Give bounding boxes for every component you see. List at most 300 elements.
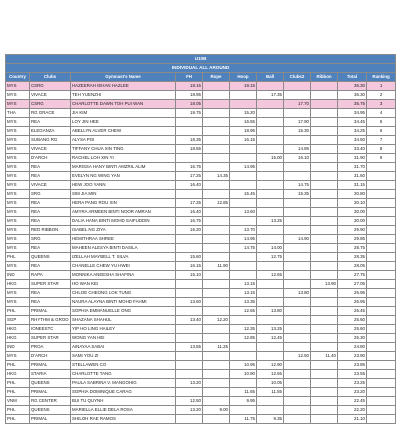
cell-fh [176, 118, 203, 127]
cell-total: 30.00 [338, 217, 367, 226]
cell-hoop [230, 253, 257, 262]
cell-gymnast-name: YIP HO LING HAILEY [71, 325, 176, 334]
cell-country: MYS [6, 100, 30, 109]
cell-club: SUPER STAR [30, 334, 71, 343]
cell-hoop: 11.65 [230, 388, 257, 397]
cell-country: HKG [6, 334, 30, 343]
col-country: Country [6, 73, 30, 82]
cell-ranking: 1 [367, 82, 396, 91]
cell-country: MYS [6, 136, 30, 145]
cell-rope [203, 280, 230, 289]
cell-hoop [230, 181, 257, 190]
cell-ball [257, 145, 284, 154]
cell-hoop: 15.45 [230, 190, 257, 199]
table-row [6, 181, 396, 190]
cell-ribbon [311, 370, 338, 379]
column-header-row [6, 73, 396, 82]
cell-gymnast-name: MARISSA HANY BINTI AMZRIL ALIM [71, 163, 176, 172]
cell-total: 23.90 [338, 352, 367, 361]
cell-gymnast-name: SHILOH RAE RAMOS [71, 415, 176, 424]
cell-rope [203, 361, 230, 370]
cell-club: PROA [30, 343, 71, 352]
cell-ribbon [311, 199, 338, 208]
cell-rope [203, 145, 230, 154]
cell-total: 29.85 [338, 235, 367, 244]
table-row [6, 334, 396, 343]
cell-club: RG CENTER [30, 397, 71, 406]
cell-ranking [367, 370, 396, 379]
cell-club: VIVACE [30, 145, 71, 154]
cell-fh: 13.40 [176, 316, 203, 325]
cell-ranking [367, 172, 396, 181]
table-row [6, 127, 396, 136]
cell-club: PRIMAL [30, 415, 71, 424]
cell-fh [176, 307, 203, 316]
cell-hoop [230, 343, 257, 352]
cell-ranking: 8 [367, 145, 396, 154]
cell-gymnast-name: DALIA HANA BINTI MOHD SAIFUDDIN [71, 217, 176, 226]
table-row [6, 280, 396, 289]
cell-country: PHL [6, 415, 30, 424]
cell-hoop: 9.95 [230, 397, 257, 406]
cell-club: SUBANG RG [30, 136, 71, 145]
cell-fh: 18.35 [176, 136, 203, 145]
cell-clubs2: 16.10 [284, 154, 311, 163]
cell-hoop [230, 316, 257, 325]
cell-clubs2 [284, 415, 311, 424]
col-ball: Ball [257, 73, 284, 82]
cell-ball [257, 262, 284, 271]
col-clubs: Clubs [30, 73, 71, 82]
cell-hoop: 14.95 [230, 163, 257, 172]
cell-club: IONEESTC [30, 325, 71, 334]
cell-clubs2 [284, 370, 311, 379]
cell-ribbon [311, 415, 338, 424]
cell-gymnast-name: ALYSA POI [71, 136, 176, 145]
cell-ranking: 9 [367, 154, 396, 163]
cell-gymnast-name: MONNIKA ANEESHA SHAFINA [71, 271, 176, 280]
cell-hoop: 13.60 [230, 208, 257, 217]
cell-rope [203, 244, 230, 253]
cell-total: 25.60 [338, 316, 367, 325]
cell-rope [203, 190, 230, 199]
cell-clubs2: 17.90 [284, 118, 311, 127]
cell-ball: 12.65 [257, 370, 284, 379]
cell-rope [203, 91, 230, 100]
cell-ball: 12.90 [257, 361, 284, 370]
cell-hoop: 13.15 [230, 289, 257, 298]
cell-ball [257, 235, 284, 244]
cell-gymnast-name: RACHEL LOH XIN YI [71, 154, 176, 163]
cell-country: MYS [6, 118, 30, 127]
cell-ribbon [311, 100, 338, 109]
cell-total: 27.75 [338, 271, 367, 280]
cell-club: SUPER STAR [30, 280, 71, 289]
cell-fh [176, 190, 203, 199]
cell-country: SGP [6, 316, 30, 325]
cell-club: QUEENS [30, 406, 71, 415]
cell-ribbon: 11.40 [311, 352, 338, 361]
cell-country: MYS [6, 289, 30, 298]
cell-clubs2 [284, 379, 311, 388]
cell-club: PRIMAL [30, 361, 71, 370]
cell-fh: 16.75 [176, 163, 203, 172]
cell-clubs2 [284, 262, 311, 271]
cell-total: 22.20 [338, 406, 367, 415]
cell-gymnast-name: CHARLOTTE DAWN TOH PUI WAN [71, 100, 176, 109]
cell-clubs2: 14.75 [284, 181, 311, 190]
cell-club: REA [30, 217, 71, 226]
cell-ribbon [311, 325, 338, 334]
cell-ranking [367, 199, 396, 208]
table-row [6, 370, 396, 379]
title-row-category [6, 55, 396, 64]
table-row [6, 91, 396, 100]
cell-fh [176, 388, 203, 397]
cell-ranking [367, 325, 396, 334]
cell-gymnast-name: HERA PANG ROU XIN [71, 199, 176, 208]
cell-ribbon [311, 208, 338, 217]
cell-country: MYS [6, 262, 30, 271]
cell-hoop [230, 91, 257, 100]
cell-hoop [230, 217, 257, 226]
cell-ranking [367, 307, 396, 316]
cell-fh: 19.75 [176, 109, 203, 118]
cell-country: HKG [6, 370, 30, 379]
cell-ribbon [311, 181, 338, 190]
table-row [6, 397, 396, 406]
cell-ball: 15.00 [257, 154, 284, 163]
cell-ranking [367, 334, 396, 343]
cell-fh [176, 235, 203, 244]
cell-ribbon [311, 298, 338, 307]
cell-ribbon [311, 289, 338, 298]
cell-hoop: 16.15 [230, 136, 257, 145]
cell-clubs2 [284, 307, 311, 316]
cell-ranking: 5 [367, 118, 396, 127]
cell-total: 29.90 [338, 226, 367, 235]
cell-ranking [367, 271, 396, 280]
cell-gymnast-name: HO WAN KEI [71, 280, 176, 289]
table-row [6, 172, 396, 181]
cell-club: RAPA [30, 271, 71, 280]
cell-rope: 14.35 [203, 172, 230, 181]
cell-total: 21.10 [338, 415, 367, 424]
cell-country: PHL [6, 388, 30, 397]
col-hoop: Hoop [230, 73, 257, 82]
cell-country: MYS [6, 163, 30, 172]
cell-gymnast-name: TIFFANY CHUA XIN TING [71, 145, 176, 154]
cell-country: MYS [6, 145, 30, 154]
cell-clubs2 [284, 82, 311, 91]
cell-ribbon [311, 307, 338, 316]
cell-total: 26.95 [338, 289, 367, 298]
cell-club: CSRG [30, 100, 71, 109]
cell-total: 34.25 [338, 127, 367, 136]
table-row [6, 343, 396, 352]
cell-fh [176, 415, 203, 424]
cell-fh [176, 280, 203, 289]
cell-hoop: 13.70 [230, 226, 257, 235]
cell-ranking [367, 316, 396, 325]
cell-ranking: 6 [367, 127, 396, 136]
cell-club: VIVACE [30, 91, 71, 100]
cell-ball [257, 298, 284, 307]
table-row [6, 100, 396, 109]
cell-hoop: 12.65 [230, 307, 257, 316]
cell-country: PHL [6, 406, 30, 415]
cell-total: 25.30 [338, 334, 367, 343]
table-row [6, 163, 396, 172]
cell-fh: 16.40 [176, 208, 203, 217]
cell-clubs2 [284, 136, 311, 145]
table-row [6, 271, 396, 280]
cell-ribbon: 13.90 [311, 280, 338, 289]
cell-fh: 12.50 [176, 397, 203, 406]
col-fh: FH [176, 73, 203, 82]
cell-rope [203, 334, 230, 343]
cell-club: REA [30, 244, 71, 253]
cell-gymnast-name: SHAZANA SHAHUL [71, 316, 176, 325]
cell-gymnast-name: WONG YAN HEI [71, 334, 176, 343]
cell-total: 31.70 [338, 163, 367, 172]
cell-rope: 12.20 [203, 316, 230, 325]
col-gymnast-name: Gymnast's Name [71, 73, 176, 82]
cell-clubs2 [284, 172, 311, 181]
cell-gymnast-name: HEMITHRAA SHREE [71, 235, 176, 244]
cell-country: MYS [6, 127, 30, 136]
cell-rope [203, 397, 230, 406]
cell-total: 26.45 [338, 307, 367, 316]
cell-ranking [367, 226, 396, 235]
cell-hoop: 12.35 [230, 325, 257, 334]
table-row [6, 217, 396, 226]
cell-rope [203, 100, 230, 109]
cell-rope [203, 181, 230, 190]
cell-ball [257, 109, 284, 118]
cell-club: PRIMAL [30, 307, 71, 316]
cell-clubs2: 15.35 [284, 190, 311, 199]
cell-fh: 13.20 [176, 379, 203, 388]
cell-total: 30.00 [338, 208, 367, 217]
cell-club: D'ARCH [30, 154, 71, 163]
cell-rope [203, 154, 230, 163]
cell-hoop: 18.15 [230, 82, 257, 91]
cell-hoop: 13.15 [230, 280, 257, 289]
table-row [6, 307, 396, 316]
cell-rope [203, 235, 230, 244]
cell-clubs2 [284, 343, 311, 352]
cell-ribbon [311, 190, 338, 199]
cell-fh: 16.15 [176, 262, 203, 271]
cell-country: MYS [6, 190, 30, 199]
cell-ribbon [311, 406, 338, 415]
cell-gymnast-name: AMYRA ARMEEN BINTI NOOR AMRAN [71, 208, 176, 217]
cell-ball: 13.25 [257, 325, 284, 334]
cell-ball: 12.45 [257, 334, 284, 343]
cell-ranking [367, 253, 396, 262]
cell-ribbon [311, 82, 338, 91]
table-row [6, 109, 396, 118]
cell-ranking [367, 379, 396, 388]
cell-rope [203, 370, 230, 379]
cell-club: SRG [30, 190, 71, 199]
cell-ball [257, 352, 284, 361]
cell-total: 30.80 [338, 190, 367, 199]
cell-rope [203, 415, 230, 424]
cell-hoop [230, 406, 257, 415]
cell-fh [176, 127, 203, 136]
cell-rope [203, 307, 230, 316]
cell-country: HKG [6, 280, 30, 289]
cell-clubs2: 15.30 [284, 127, 311, 136]
cell-gymnast-name: BUI TU QUYNH [71, 397, 176, 406]
cell-ribbon [311, 235, 338, 244]
cell-country: MYS [6, 91, 30, 100]
cell-fh: 18.55 [176, 145, 203, 154]
cell-total: 36.30 [338, 82, 367, 91]
cell-ranking: 7 [367, 136, 396, 145]
table-row [6, 352, 396, 361]
table-row [6, 226, 396, 235]
cell-rope: 11.25 [203, 343, 230, 352]
cell-gymnast-name: LOY JIN HEE [71, 118, 176, 127]
cell-ribbon [311, 154, 338, 163]
cell-hoop: 14.75 [230, 244, 257, 253]
cell-club: D'ARCH [30, 352, 71, 361]
cell-fh [176, 244, 203, 253]
cell-ranking [367, 235, 396, 244]
cell-total: 30.10 [338, 199, 367, 208]
cell-fh [176, 154, 203, 163]
cell-club: RHYTHM & GROO [30, 316, 71, 325]
cell-hoop: 10.90 [230, 370, 257, 379]
table-row [6, 199, 396, 208]
cell-ball [257, 280, 284, 289]
cell-hoop: 13.35 [230, 298, 257, 307]
cell-clubs2 [284, 298, 311, 307]
cell-ribbon [311, 271, 338, 280]
cell-clubs2 [284, 199, 311, 208]
table-row [6, 388, 396, 397]
cell-rope [203, 82, 230, 91]
cell-ball [257, 316, 284, 325]
cell-fh: 13.55 [176, 343, 203, 352]
cell-ribbon [311, 397, 338, 406]
cell-ball: 13.80 [257, 307, 284, 316]
cell-club: REA [30, 118, 71, 127]
cell-gymnast-name: SAMI YOU ZI [71, 352, 176, 361]
cell-clubs2 [284, 271, 311, 280]
cell-hoop [230, 172, 257, 181]
cell-ball [257, 397, 284, 406]
cell-rope [203, 163, 230, 172]
cell-country: MYS [6, 226, 30, 235]
cell-clubs2 [284, 208, 311, 217]
cell-ranking: 3 [367, 100, 396, 109]
cell-ball: 14.00 [257, 244, 284, 253]
cell-ranking [367, 343, 396, 352]
cell-ranking [367, 244, 396, 253]
cell-clubs2 [284, 388, 311, 397]
cell-hoop [230, 262, 257, 271]
table-row [6, 361, 396, 370]
cell-total: 36.30 [338, 91, 367, 100]
cell-total: 28.75 [338, 244, 367, 253]
cell-ball [257, 127, 284, 136]
cell-fh [176, 289, 203, 298]
cell-country: MYS [6, 199, 30, 208]
cell-country: MYS [6, 172, 30, 181]
cell-clubs2 [284, 163, 311, 172]
cell-country: PHL [6, 253, 30, 262]
cell-rope: 11.90 [203, 262, 230, 271]
cell-gymnast-name: AINAYAA SABAI [71, 343, 176, 352]
table-row [6, 235, 396, 244]
cell-rope [203, 127, 230, 136]
cell-gymnast-name: NAURA ALAYNA BINTI MOHD FAHMI [71, 298, 176, 307]
table-row [6, 406, 396, 415]
cell-ranking [367, 280, 396, 289]
cell-rope [203, 352, 230, 361]
cell-ball: 13.25 [257, 217, 284, 226]
event-title: INDIVIDUAL ALL AROUND [6, 64, 396, 73]
cell-rope: 12.85 [203, 199, 230, 208]
cell-ribbon [311, 379, 338, 388]
cell-ball [257, 343, 284, 352]
cell-ribbon [311, 109, 338, 118]
cell-gymnast-name: EVELYN NG WING YAN [71, 172, 176, 181]
cell-total: 23.25 [338, 379, 367, 388]
cell-clubs2 [284, 253, 311, 262]
table-row [6, 379, 396, 388]
col-ribbon: Ribbon [311, 73, 338, 82]
cell-rope: 9.00 [203, 406, 230, 415]
cell-rope [203, 253, 230, 262]
cell-rope [203, 325, 230, 334]
col-ranking: Ranking [367, 73, 396, 82]
cell-ranking [367, 406, 396, 415]
cell-hoop: 15.20 [230, 109, 257, 118]
cell-ranking [367, 397, 396, 406]
cell-rope [203, 136, 230, 145]
table-row [6, 190, 396, 199]
cell-ribbon [311, 361, 338, 370]
cell-ranking [367, 217, 396, 226]
cell-gymnast-name: SIM JIA MIN [71, 190, 176, 199]
cell-fh: 18.15 [176, 82, 203, 91]
cell-ribbon [311, 343, 338, 352]
cell-country: HKG [6, 325, 30, 334]
cell-fh: 15.10 [176, 271, 203, 280]
cell-fh: 15.60 [176, 253, 203, 262]
cell-clubs2 [284, 361, 311, 370]
table-row [6, 325, 396, 334]
cell-club: QUEENS [30, 253, 71, 262]
cell-club: QUEENS [30, 379, 71, 388]
cell-club: PRIMAL [30, 388, 71, 397]
cell-ball [257, 181, 284, 190]
cell-hoop [230, 271, 257, 280]
cell-fh: 17.25 [176, 172, 203, 181]
cell-club: REA [30, 172, 71, 181]
cell-club: REA [30, 262, 71, 271]
cell-club: CSRG [30, 82, 71, 91]
cell-total: 35.75 [338, 100, 367, 109]
cell-ribbon [311, 163, 338, 172]
cell-total: 31.90 [338, 154, 367, 163]
cell-ball [257, 289, 284, 298]
